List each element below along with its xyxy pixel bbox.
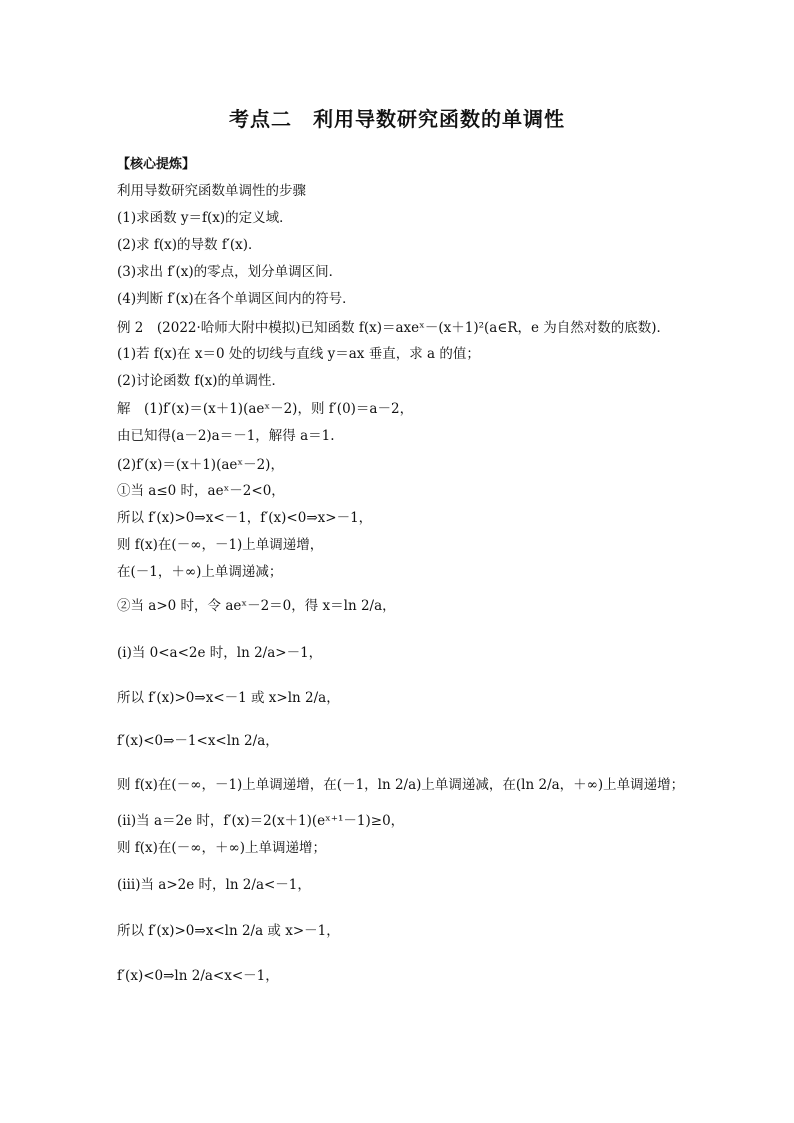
- step-1: (1)求函数 y＝f(x)的定义域．: [117, 210, 293, 226]
- solution-line: 所以 f′(x)>0⇒x<ln 2/a 或 x>－1，: [117, 923, 340, 939]
- steps-heading: 利用导数研究函数单调性的步骤: [117, 183, 306, 199]
- solution-line: 在(－1，＋∞)上单调递减；: [117, 564, 283, 580]
- page-title: 考点二 利用导数研究函数的单调性: [229, 107, 565, 131]
- step-3: (3)求出 f′(x)的零点，划分单调区间．: [117, 264, 343, 280]
- solution-line: ①当 a≤0 时，aeˣ－2<0，: [117, 483, 285, 499]
- solution-line: 所以 f′(x)>0⇒x<－1 或 x>ln 2/a，: [117, 690, 340, 706]
- solution-line: 则 f(x)在(－∞，－1)上单调递增，: [117, 537, 324, 553]
- solution-line: 由已知得(a－2)a＝－1，解得 a＝1.: [117, 428, 335, 444]
- section-heading: 【核心提炼】: [117, 157, 196, 172]
- solution-line: ②当 a>0 时，令 aeˣ－2＝0，得 x＝ln 2/a，: [117, 598, 396, 614]
- solution-line: 所以 f′(x)>0⇒x<－1，f′(x)<0⇒x>－1，: [117, 510, 373, 526]
- solution-line: 则 f(x)在(－∞，－1)上单调递增，在(－1，ln 2/a)上单调递减，在(ln 2/a，＋∞)上单调递增；: [117, 777, 685, 793]
- question-2: (2)讨论函数 f(x)的单调性．: [117, 373, 286, 389]
- solution-line: 则 f(x)在(－∞，＋∞)上单调递增；: [117, 840, 326, 856]
- step-2: (2)求 f(x)的导数 f′(x)．: [117, 237, 262, 253]
- solution-line: (ⅰ)当 0<a<2e 时，ln 2/a>－1，: [117, 645, 323, 661]
- example-statement: 例 2 (2022·哈师大附中模拟)已知函数 f(x)＝axeˣ－(x＋1)²(a∈R，e 为自然对数的底数)．: [117, 320, 671, 336]
- solution-line: f′(x)<0⇒－1<x<ln 2/a，: [117, 733, 279, 749]
- solution-line: (2)f′(x)＝(x＋1)(aeˣ－2)，: [117, 457, 284, 473]
- solution-line: (ⅱ)当 a＝2e 时，f′(x)＝2(x＋1)(eˣ⁺¹－1)≥0，: [117, 813, 405, 829]
- solution-line: (ⅲ)当 a>2e 时，ln 2/a<－1，: [117, 877, 311, 893]
- question-1: (1)若 f(x)在 x＝0 处的切线与直线 y＝ax 垂直，求 a 的值；: [117, 346, 480, 362]
- step-4: (4)判断 f′(x)在各个单调区间内的符号．: [117, 291, 356, 307]
- solution-line: 解 (1)f′(x)＝(x＋1)(aeˣ－2)，则 f′(0)＝a－2，: [117, 401, 414, 417]
- solution-line: f′(x)<0⇒ln 2/a<x<－1，: [117, 968, 279, 984]
